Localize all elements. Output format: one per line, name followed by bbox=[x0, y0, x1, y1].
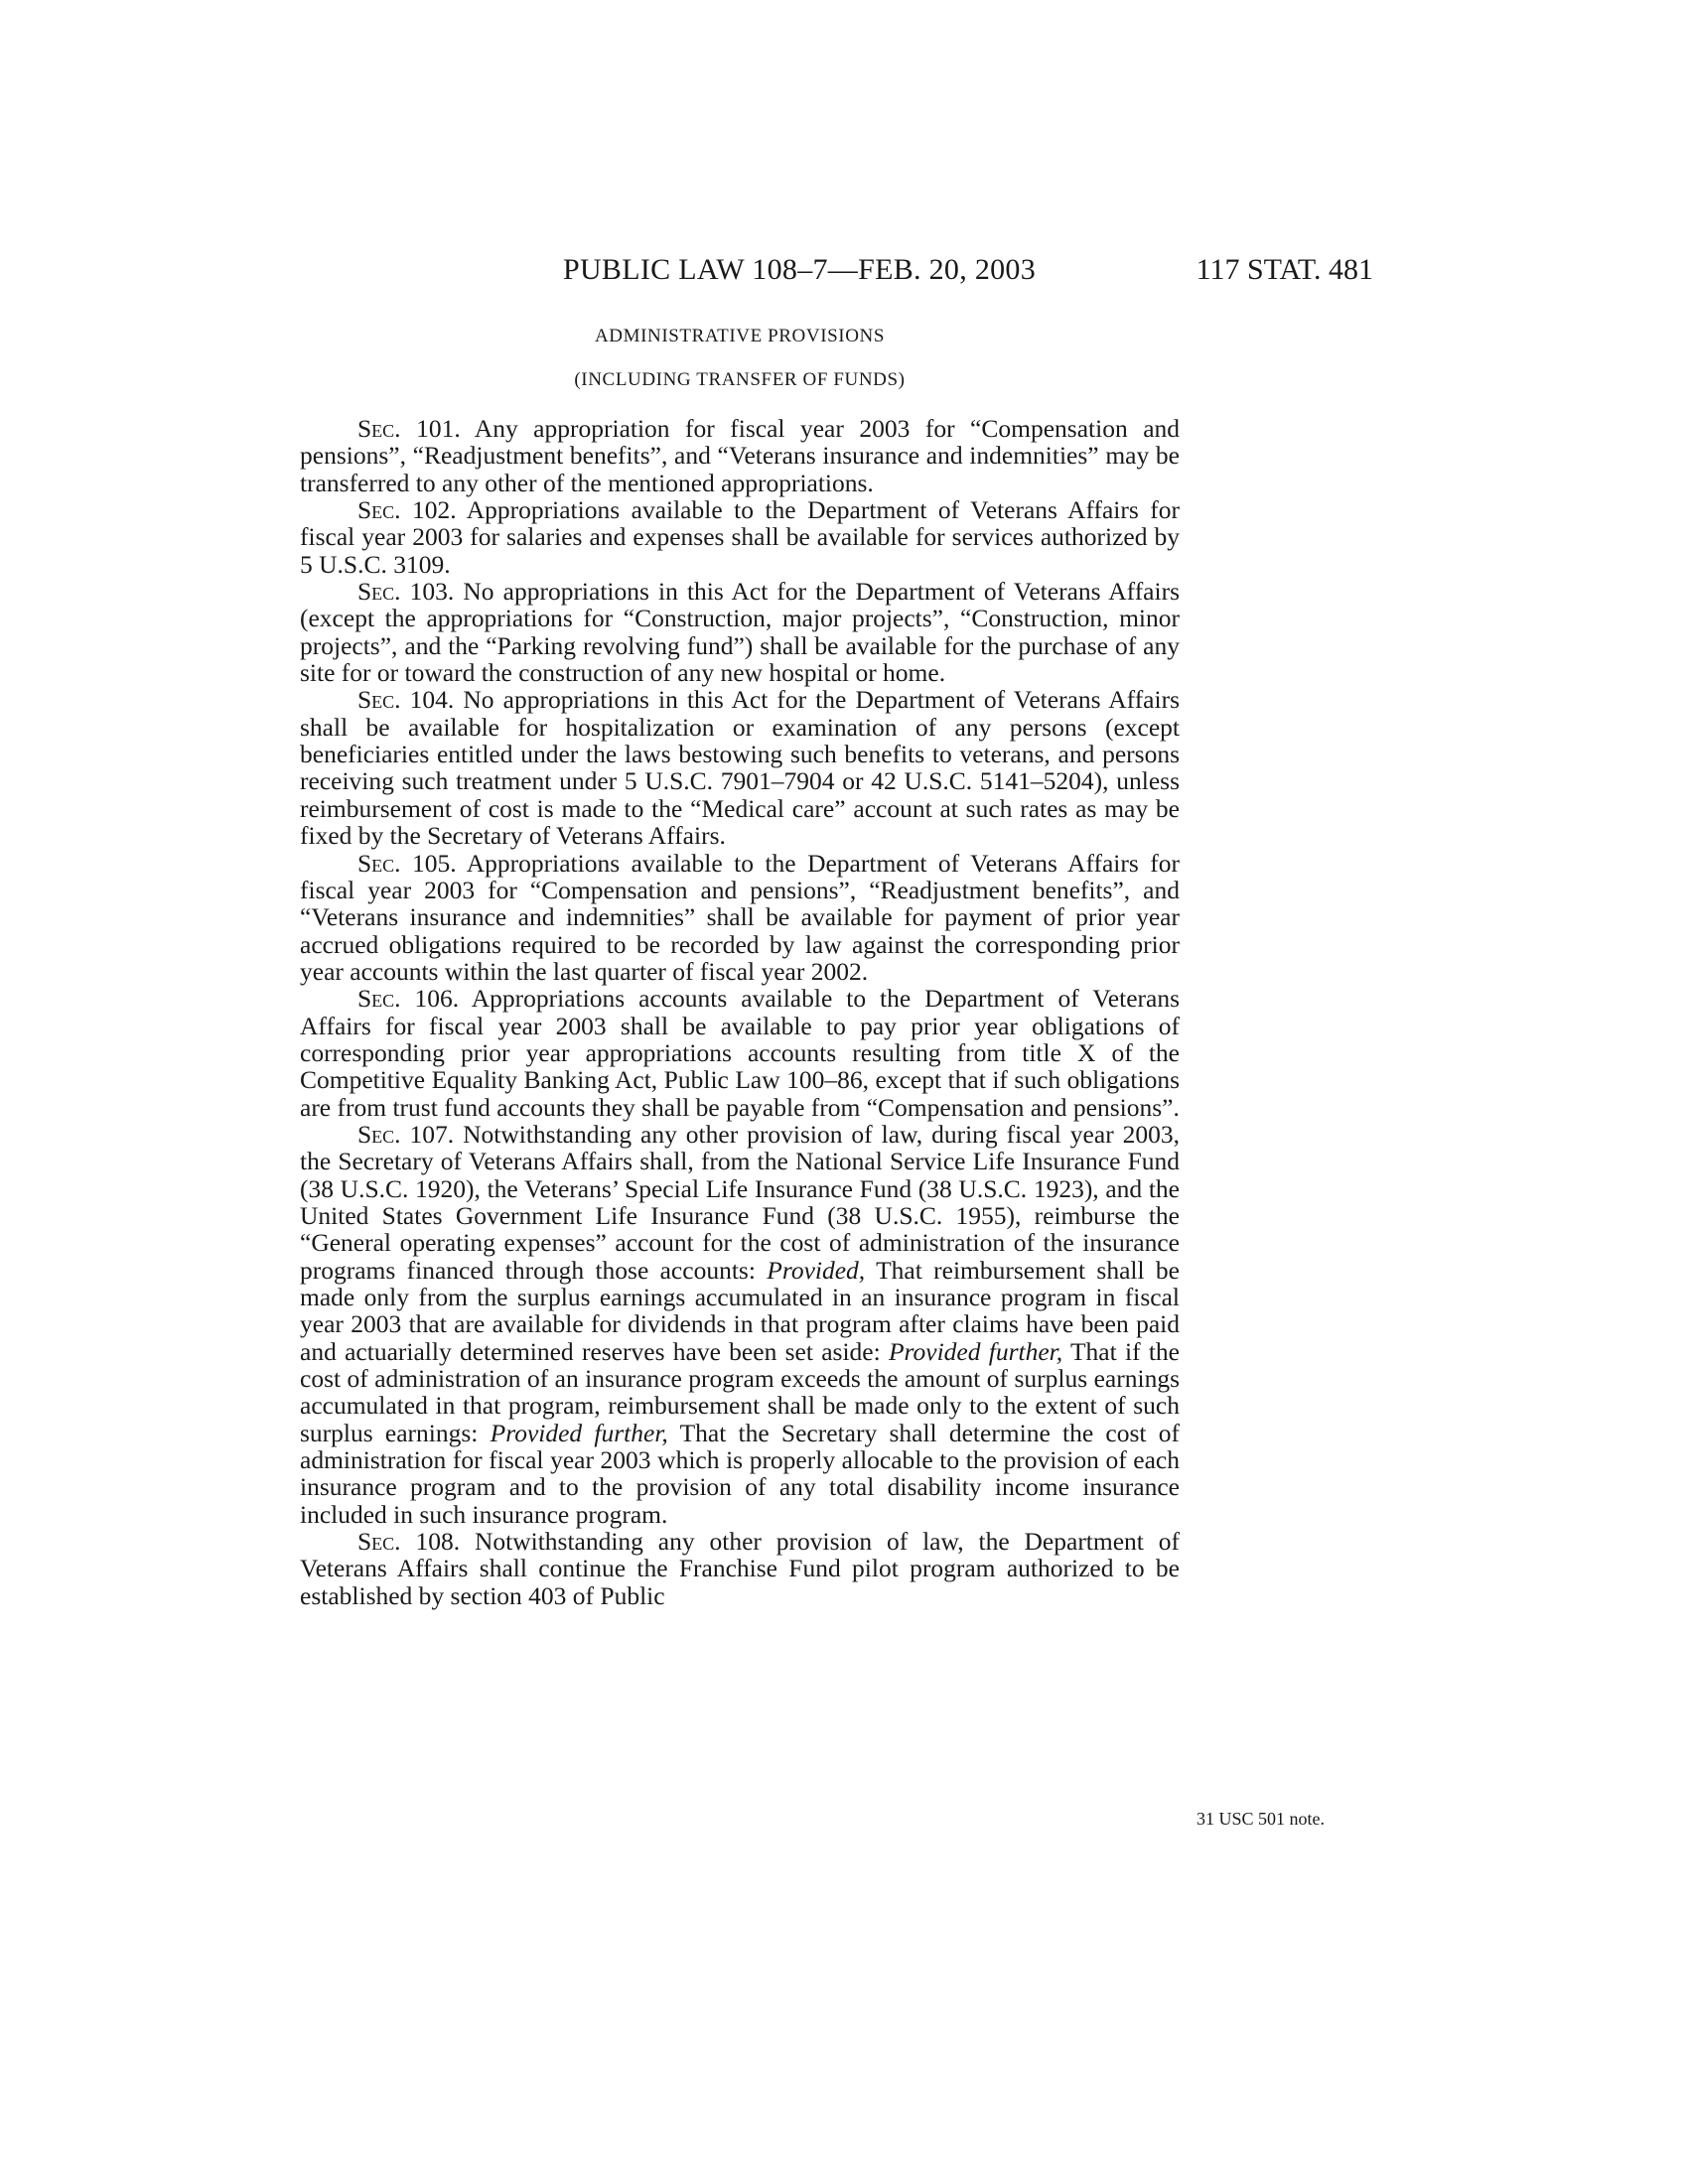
section-text: Appropriations available to the Department of Veterans Affairs for fiscal year 2003 for salaries and expenses shall be available for services authorized by 5 U.S.C. 3109. bbox=[300, 495, 1181, 579]
section-text: Appropriations available to the Department of Veterans Affairs for fiscal year 2003 for “Compensation and pensions”, “Readjustment benefits”, and “Veterans insurance and indemnities” shall be available for payment of prior year accrued obligations required to be recorded by law against the corresponding prior year accounts within the last quarter of fiscal year 2002. bbox=[300, 848, 1181, 986]
section-text: Appropriations accounts available to the Department of Veterans Affairs for fiscal year 2003 shall be available to pay prior year obligations of corresponding prior year appropriations accounts resulting from title X of the Competitive Equality Banking Act, Public Law 100–86, except that if such obligations are from trust fund accounts they shall be payable from “Compensation and pensions”. bbox=[300, 984, 1181, 1122]
section-103 bbox=[300, 578, 1180, 686]
section-106 bbox=[300, 985, 1180, 1121]
proviso-term: Provided further, bbox=[888, 1336, 1063, 1366]
proviso-term: Provided, bbox=[767, 1255, 866, 1285]
section-label: Sec. bbox=[357, 577, 401, 607]
section-label: Sec. bbox=[357, 495, 401, 525]
margin-note-citation: 31 USC 501 note. bbox=[1196, 1809, 1326, 1829]
section-heading-administrative: ADMINISTRATIVE PROVISIONS bbox=[594, 326, 886, 346]
section-label: Sec. bbox=[357, 848, 401, 878]
section-label: Sec. bbox=[357, 1527, 401, 1557]
section-number: 102. bbox=[412, 495, 457, 525]
section-label: Sec. bbox=[357, 1119, 401, 1149]
section-104 bbox=[300, 686, 1180, 849]
section-text: No appropriations in this Act for the Department of Veterans Affairs shall be available for hospitalization or examination of any persons (except beneficiaries entitled under the laws bestowing such benefits to veterans, and persons receiving such treatment under 5 U.S.C. 7901–7904 or 42 U.S.C. 5141–5204), unless reimbursement of cost is made to the “Medical care” account at such rates as may be fixed by the Secretary of Veterans Affairs. bbox=[300, 685, 1180, 851]
document-body bbox=[300, 415, 1180, 1609]
section-number: 107. bbox=[409, 1119, 455, 1149]
section-108 bbox=[300, 1528, 1180, 1609]
section-number: 105. bbox=[412, 848, 457, 878]
section-label: Sec. bbox=[357, 984, 401, 1014]
section-text: Notwithstanding any other provision of law, the Department of Veterans Affairs shall continue the Franchise Fund pilot program authorized to be established by section 403 of Public bbox=[300, 1527, 1180, 1610]
section-107 bbox=[300, 1121, 1180, 1528]
section-101 bbox=[300, 415, 1180, 496]
section-number: 103. bbox=[409, 577, 455, 607]
section-102 bbox=[300, 496, 1180, 578]
section-number: 101. bbox=[416, 414, 461, 443]
section-text: That if the cost of administration of an insurance program exceeds the amount of surplus earnings accumulated in that program, reimbursement shall be made only to the extent of such surplus earnings: bbox=[300, 1336, 1180, 1447]
page-header bbox=[298, 250, 1373, 290]
section-105 bbox=[300, 850, 1180, 986]
page-stat-reference: 117 STAT. 481 bbox=[1196, 253, 1373, 286]
section-text: That the Secretary shall determine the cost of administration for fiscal year 2003 which is properly allocable to the provision of each insurance program and to the provision of any total disability income insurance included in such insurance program. bbox=[300, 1418, 1180, 1529]
section-label: Sec. bbox=[357, 414, 401, 443]
section-number: 106. bbox=[414, 984, 460, 1014]
section-label: Sec. bbox=[357, 685, 401, 715]
running-head-title: PUBLIC LAW 108–7—FEB. 20, 2003 bbox=[562, 253, 1037, 286]
section-text: No appropriations in this Act for the Department of Veterans Affairs (except the appropriations for “Construction, major projects”, “Construction, minor projects”, and the “Parking revolving fund”) shall be available for the purchase of any site for or toward the construction of any new hospital or home. bbox=[300, 577, 1180, 688]
section-text: Notwithstanding any other provision of law, during fiscal year 2003, the Secretary of Veterans Affairs shall, from the National Service Life Insurance Fund (38 U.S.C. 1920), the Veterans’ Special Life Insurance Fund (38 U.S.C. 1923), and the United States Government Life Insurance Fund (38 U.S.C. 1955), reimburse the “General operating expenses” account for the cost of administration of the insurance programs financed through those accounts: bbox=[300, 1119, 1181, 1285]
section-text: That reimbursement shall be made only from the surplus earnings accumulated in an insurance program in fiscal year 2003 that are available for dividends in that program after claims have been paid and actuarially determined reserves have been set aside: bbox=[300, 1255, 1180, 1366]
section-number: 104. bbox=[409, 685, 455, 715]
section-text: Any appropriation for fiscal year 2003 for “Compensation and pensions”, “Readjustment benefits”, and “Veterans insurance and indemnities” may be transferred to any other of the mentioned appropriations. bbox=[300, 414, 1181, 497]
section-heading-transfer: (INCLUDING TRANSFER OF FUNDS) bbox=[574, 369, 906, 390]
section-number: 108. bbox=[415, 1527, 461, 1557]
proviso-term: Provided further, bbox=[490, 1418, 668, 1447]
